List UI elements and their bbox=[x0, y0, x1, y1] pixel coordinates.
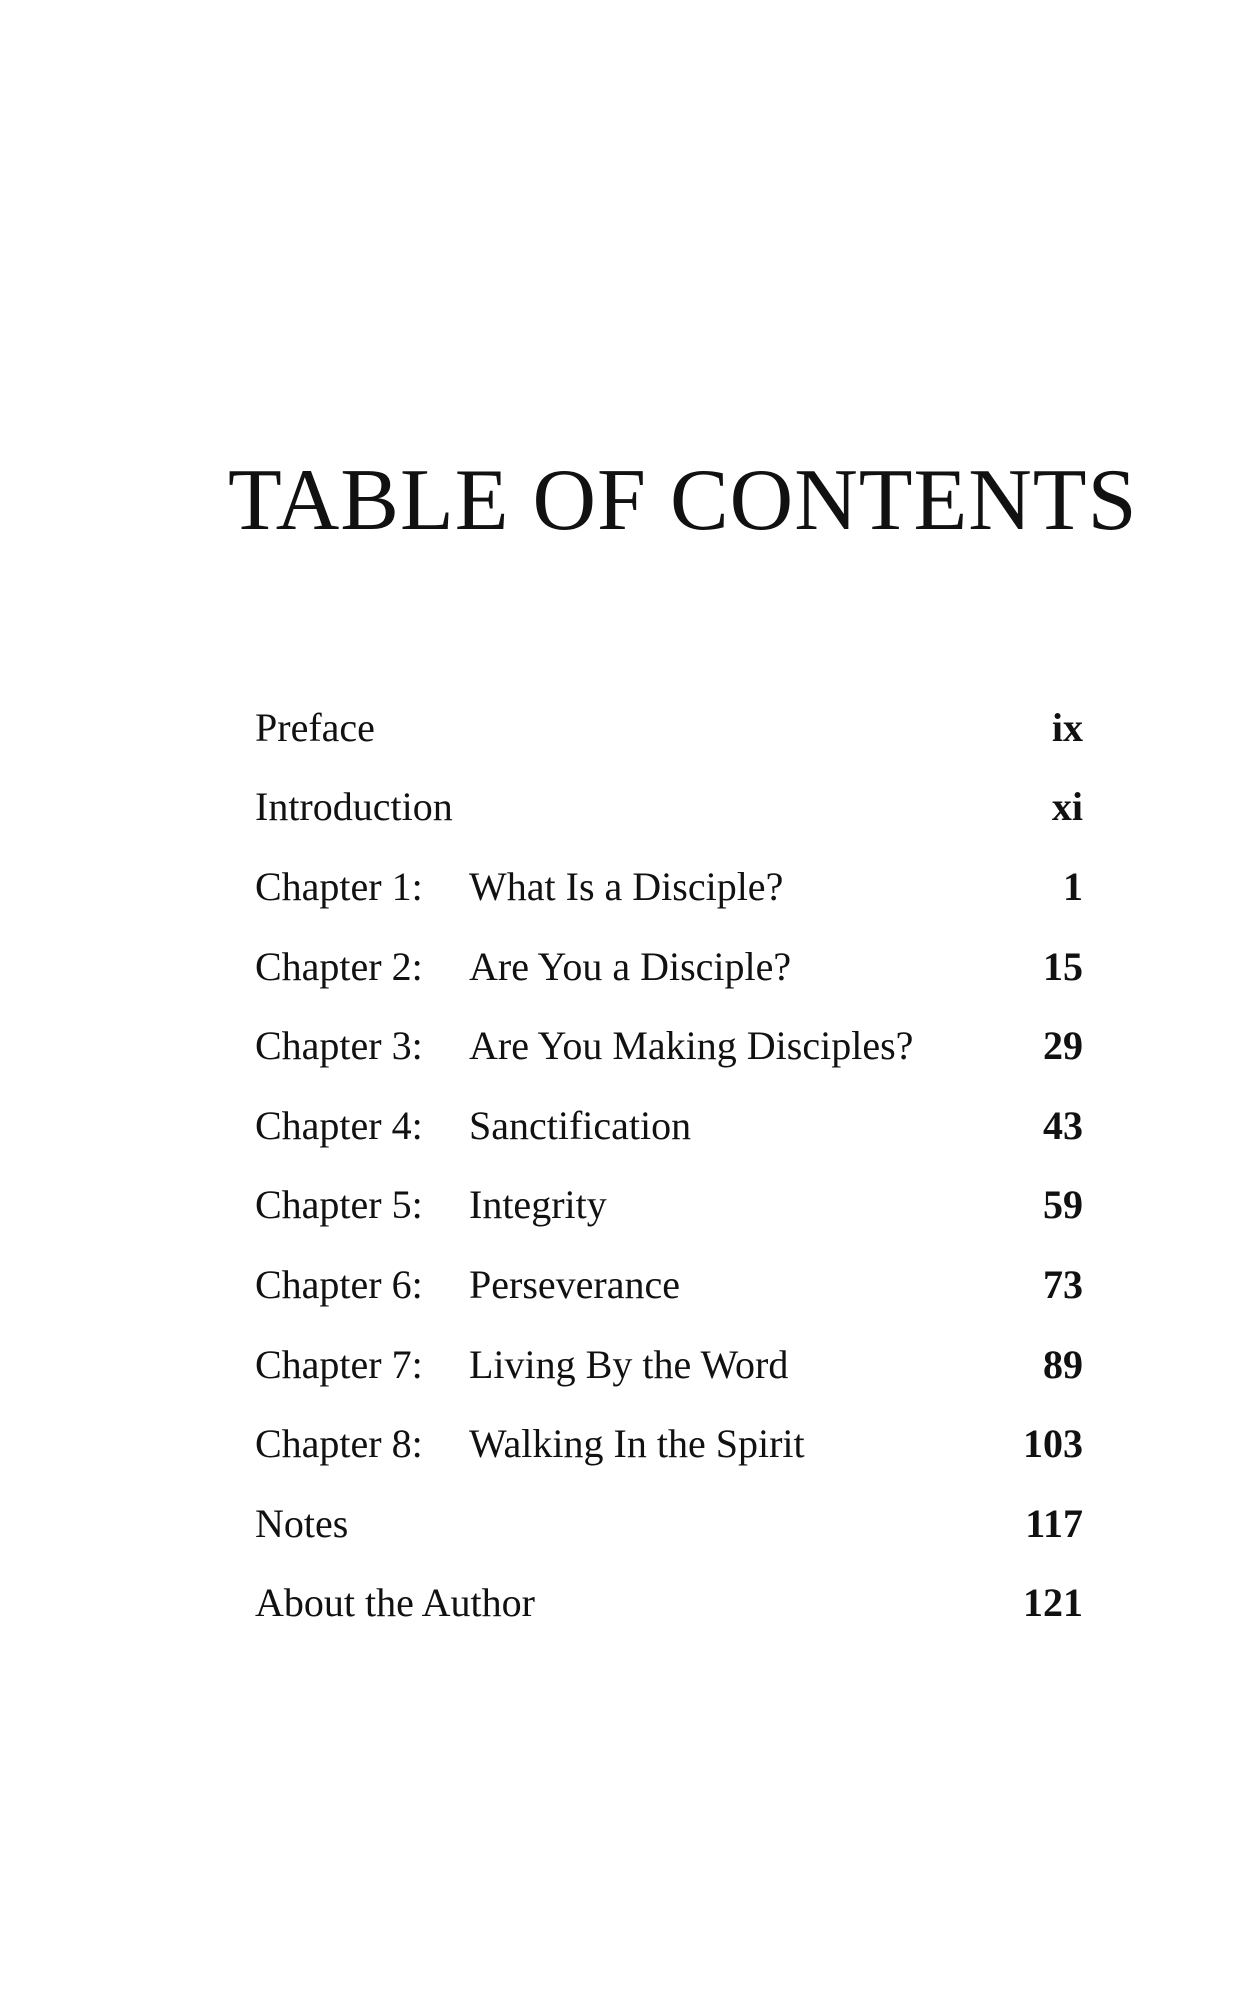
toc-page-number: ix bbox=[1051, 704, 1083, 750]
toc-page-number: 15 bbox=[1043, 943, 1083, 989]
toc-entry-title: Perseverance bbox=[469, 1261, 680, 1307]
toc-chapter-label: Chapter 1: bbox=[255, 863, 423, 909]
toc-entry-title: Are You a Disciple? bbox=[469, 943, 792, 989]
toc-page-number: 121 bbox=[1023, 1580, 1083, 1626]
toc-entry bbox=[255, 847, 1083, 927]
toc-page-number: 73 bbox=[1043, 1261, 1083, 1307]
toc-chapter-label: Chapter 2: bbox=[255, 943, 423, 989]
toc-page-number: 117 bbox=[1025, 1500, 1083, 1546]
toc-page-number: xi bbox=[1051, 784, 1083, 830]
toc-entry-title: Introduction bbox=[255, 784, 453, 830]
page-title: TABLE OF CONTENTS bbox=[228, 451, 1138, 549]
toc-list bbox=[255, 688, 1083, 1643]
toc-entry-title: About the Author bbox=[255, 1580, 535, 1626]
toc-entry-title: Preface bbox=[255, 704, 375, 750]
toc-entry bbox=[255, 1484, 1083, 1564]
toc-chapter-label: Chapter 5: bbox=[255, 1182, 423, 1228]
toc-entry bbox=[255, 927, 1083, 1007]
toc-entry-title: What Is a Disciple? bbox=[469, 863, 784, 909]
toc-entry bbox=[255, 1006, 1083, 1086]
toc-page-number: 89 bbox=[1043, 1341, 1083, 1387]
toc-page-number: 1 bbox=[1063, 863, 1083, 909]
toc-entry bbox=[255, 1564, 1083, 1644]
toc-page-number: 103 bbox=[1023, 1421, 1083, 1467]
toc-entry-title: Living By the Word bbox=[469, 1341, 789, 1387]
toc-chapter-label: Chapter 7: bbox=[255, 1341, 423, 1387]
toc-entry-title: Are You Making Disciples? bbox=[469, 1023, 914, 1069]
toc-chapter-label: Chapter 6: bbox=[255, 1261, 423, 1307]
toc-entry-title: Sanctification bbox=[469, 1102, 692, 1148]
toc-page-number: 59 bbox=[1043, 1182, 1083, 1228]
toc-entry-title: Notes bbox=[255, 1500, 349, 1546]
toc-chapter-label: Chapter 4: bbox=[255, 1102, 423, 1148]
toc-entry bbox=[255, 1245, 1083, 1325]
toc-entry bbox=[255, 1166, 1083, 1246]
toc-entry-title: Integrity bbox=[469, 1182, 607, 1228]
toc-page-number: 43 bbox=[1043, 1102, 1083, 1148]
toc-entry bbox=[255, 1325, 1083, 1405]
toc-entry bbox=[255, 688, 1083, 768]
toc-entry-title: Walking In the Spirit bbox=[469, 1421, 805, 1467]
toc-entry bbox=[255, 1086, 1083, 1166]
toc-entry bbox=[255, 768, 1083, 848]
toc-chapter-label: Chapter 3: bbox=[255, 1023, 423, 1069]
toc-page-number: 29 bbox=[1043, 1023, 1083, 1069]
toc-chapter-label: Chapter 8: bbox=[255, 1421, 423, 1467]
toc-entry bbox=[255, 1404, 1083, 1484]
